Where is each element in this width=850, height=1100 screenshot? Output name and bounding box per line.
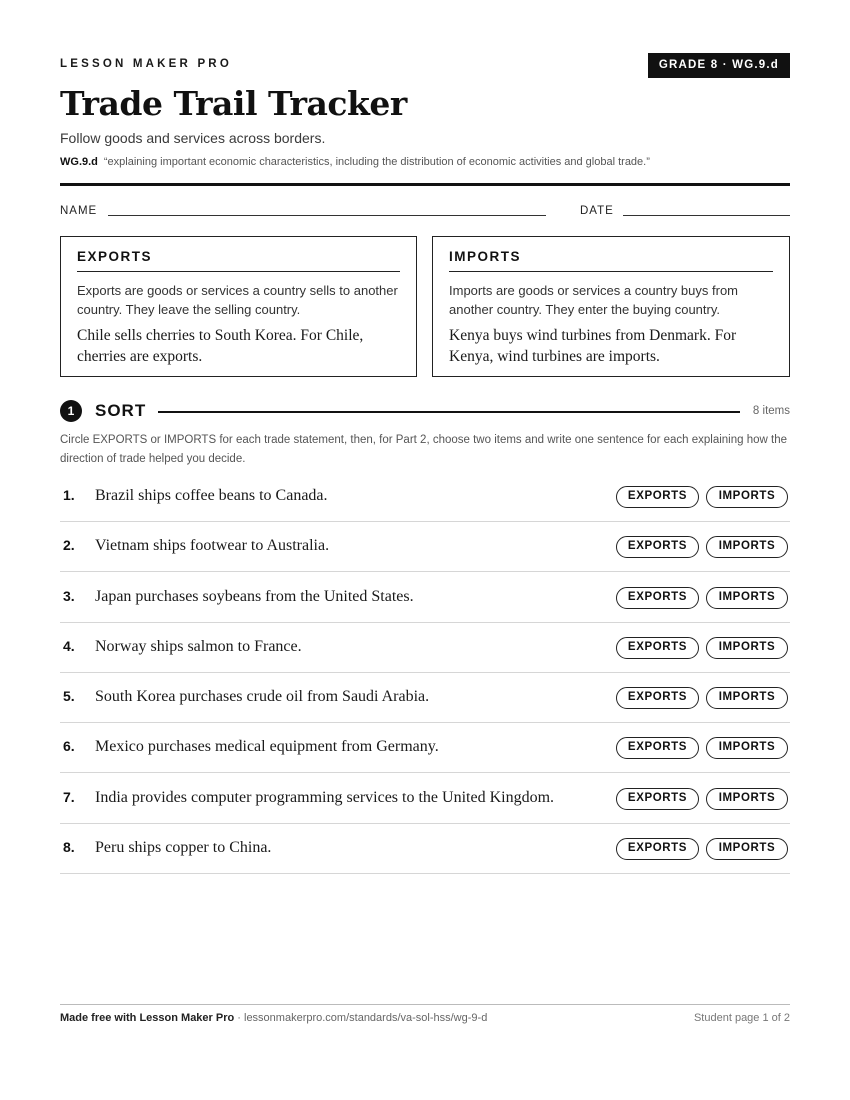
- list-item: [60, 673, 790, 723]
- exports-definition: Exports are goods or services a country sells to another country. They leave the selling country.: [77, 283, 398, 317]
- exports-choice[interactable]: EXPORTS: [616, 687, 699, 709]
- exports-choice[interactable]: EXPORTS: [616, 737, 699, 759]
- imports-choice[interactable]: IMPORTS: [706, 587, 788, 609]
- date-field[interactable]: [623, 215, 790, 216]
- standard-text: “explaining important economic characteristics, including the distribution of economic activities and global trade.”: [103, 156, 650, 168]
- item-number: 7.: [63, 788, 75, 805]
- footer-credit: [60, 1012, 487, 1024]
- trade-items-list: [60, 472, 790, 874]
- exports-choice[interactable]: EXPORTS: [616, 637, 699, 659]
- imports-example: Kenya buys wind turbines from Denmark. For Kenya, wind turbines are imports.: [449, 327, 737, 365]
- step-number-badge: 1: [60, 400, 82, 422]
- list-item: [60, 573, 790, 623]
- item-number: 3.: [63, 587, 75, 604]
- list-item: [60, 522, 790, 572]
- item-statement: Japan purchases soybeans from the United States.: [95, 587, 414, 605]
- exports-choice[interactable]: EXPORTS: [616, 788, 699, 810]
- list-item: [60, 723, 790, 773]
- standard-line: [60, 156, 650, 168]
- item-statement: South Korea purchases crude oil from Saudi Arabia.: [95, 688, 430, 706]
- imports-definition: Imports are goods or services a country buys from another country. They enter the buying country.: [449, 283, 739, 317]
- imports-choice[interactable]: IMPORTS: [706, 536, 788, 558]
- name-label: NAME: [60, 205, 98, 217]
- item-statement: Peru ships copper to China.: [95, 839, 272, 857]
- list-item: [60, 824, 790, 874]
- brand-name: LESSON MAKER PRO: [60, 58, 232, 70]
- page-title: Trade Trail Tracker: [60, 84, 407, 123]
- exports-choice[interactable]: EXPORTS: [616, 536, 699, 558]
- item-number: 6.: [63, 738, 75, 755]
- standard-code: WG.9.d: [60, 156, 98, 168]
- exports-heading: EXPORTS: [77, 249, 400, 272]
- exports-choice[interactable]: EXPORTS: [616, 587, 699, 609]
- imports-choice[interactable]: IMPORTS: [706, 788, 788, 810]
- section-divider: [158, 411, 740, 413]
- footer-url[interactable]: · lessonmakerpro.com/standards/va-sol-hss/wg-9-d: [234, 1012, 488, 1024]
- imports-choice[interactable]: IMPORTS: [706, 687, 788, 709]
- imports-choice[interactable]: IMPORTS: [706, 737, 788, 759]
- exports-choice[interactable]: EXPORTS: [616, 486, 699, 508]
- page-subtitle: Follow goods and services across borders.: [60, 130, 326, 146]
- list-item: [60, 623, 790, 673]
- sort-section-header: [60, 400, 790, 422]
- section-title: SORT: [95, 401, 147, 420]
- exports-choice[interactable]: EXPORTS: [616, 838, 699, 860]
- item-number: 4.: [63, 637, 75, 654]
- item-statement: Vietnam ships footwear to Australia.: [95, 537, 330, 555]
- header-divider: [60, 183, 790, 186]
- item-number: 2.: [63, 537, 75, 554]
- exports-definition-box: [60, 236, 417, 377]
- instructions: Circle EXPORTS or IMPORTS for each trade statement, then, for Part 2, choose two items and write one sentence for each explaining how the direction of trade helped you decide.: [60, 434, 787, 465]
- imports-choice[interactable]: IMPORTS: [706, 637, 788, 659]
- footer-divider: [60, 1004, 790, 1005]
- imports-choice[interactable]: IMPORTS: [706, 838, 788, 860]
- date-label: DATE: [580, 205, 614, 217]
- item-number: 1.: [63, 487, 75, 503]
- footer-made-with: Made free with Lesson Maker Pro: [60, 1012, 235, 1024]
- imports-definition-box: [432, 236, 790, 377]
- item-statement: Brazil ships coffee beans to Canada.: [95, 487, 328, 504]
- grade-badge: GRADE 8 · WG.9.d: [648, 53, 790, 78]
- imports-choice[interactable]: IMPORTS: [706, 486, 788, 508]
- item-number: 5.: [63, 688, 75, 705]
- exports-example: Chile sells cherries to South Korea. For Chile, cherries are exports.: [77, 327, 364, 365]
- item-statement: India provides computer programming services to the United Kingdom.: [95, 788, 555, 806]
- name-field[interactable]: [108, 215, 546, 216]
- item-statement: Norway ships salmon to France.: [95, 637, 302, 655]
- item-statement: Mexico purchases medical equipment from Germany.: [95, 738, 439, 756]
- imports-heading: IMPORTS: [449, 249, 773, 272]
- item-count: 8 items: [752, 405, 790, 417]
- item-number: 8.: [63, 839, 75, 856]
- list-item: [60, 472, 790, 522]
- list-item: [60, 774, 790, 824]
- page-indicator: Student page 1 of 2: [693, 1012, 790, 1024]
